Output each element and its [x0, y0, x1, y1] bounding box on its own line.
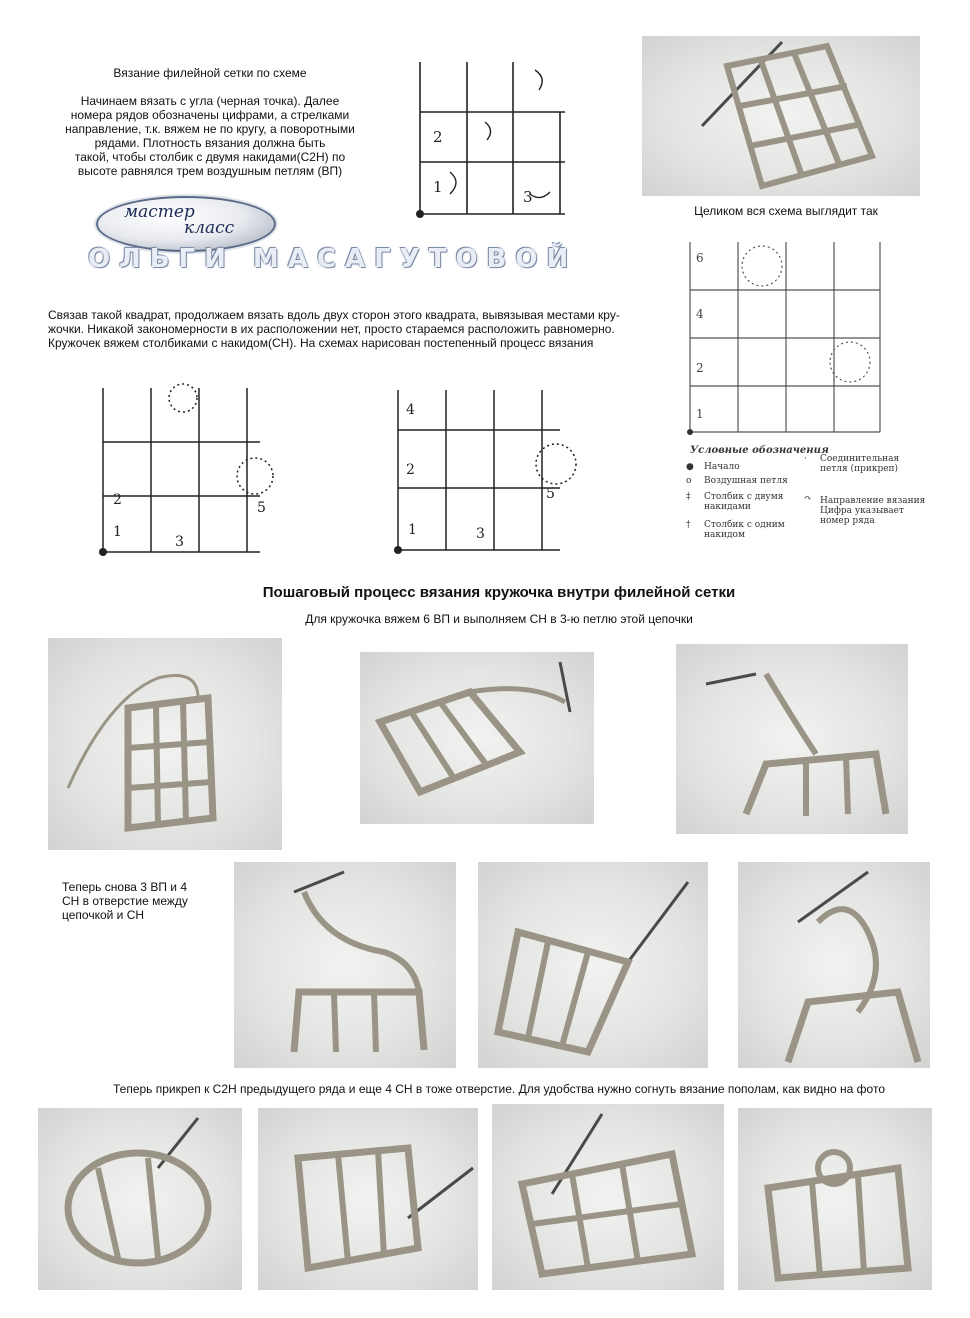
paragraph-line: Связав такой квадрат, продолжаем вязать вдоль двух сторон этого квадрата, вывязывая местами кру- [48, 308, 620, 322]
scheme-diagram-full [680, 232, 890, 442]
row-number-1: 1 [433, 178, 443, 196]
whole-scheme-caption: Целиком вся схема выглядит так [694, 204, 878, 218]
legend-dc1-a: Столбик с одним [704, 520, 785, 530]
step2-caption-line: цепочкой и СН [62, 908, 145, 922]
step-a-row-5: 5 [257, 500, 266, 516]
photo-step-4 [234, 862, 456, 1068]
legend-dir-a: Направление вязания [820, 496, 926, 506]
legend-start: Начало [704, 462, 740, 472]
scheme-diagram-step-b [390, 378, 580, 558]
step-a-row-1: 1 [113, 524, 122, 540]
photo-step-7 [38, 1108, 242, 1290]
legend-slip-icon: · [804, 454, 807, 464]
intro-line: номера рядов обозначены цифрами, а стрелками [70, 108, 350, 122]
legend-slip-a: Соединительная [820, 454, 900, 464]
step1-caption: Для кружочка вяжем 6 ВП и выполняем СН в 3-ю петлю этой цепочки [305, 612, 693, 626]
badge-klass-text: класс [184, 218, 235, 238]
photo-step-5 [478, 862, 708, 1068]
intro-line: рядами. Плотность вязания должна быть [94, 136, 326, 150]
legend [684, 444, 934, 544]
photo-step-8 [258, 1108, 478, 1290]
intro-title: Вязание филейной сетки по схеме [113, 66, 307, 80]
intro-paragraph [40, 94, 380, 178]
photo-filet-start [642, 36, 920, 196]
step3-caption: Теперь прикреп к С2Н предыдущего ряда и еще 4 СН в тоже отверстие. Для удобства нужно согнуть вязание пополам, как видно на фото [113, 1082, 885, 1096]
step2-caption-line: СН в отверстие между [62, 894, 188, 908]
step-a-row-2: 2 [113, 492, 122, 508]
row-number-2: 2 [433, 128, 443, 146]
step-b-row-4: 4 [406, 402, 415, 418]
step2-caption [62, 880, 232, 922]
step2-caption-line: Теперь снова 3 ВП и 4 [62, 880, 187, 894]
legend-title: Условные обозначения [690, 445, 829, 456]
scheme-diagram-basic-svg [405, 52, 575, 224]
paragraph-line: жочки. Никакой закономерности в их расположении нет, просто стараемся расположить равномерно. [48, 322, 615, 336]
scheme-diagram-step-b-svg [390, 378, 580, 558]
photo-step-10 [738, 1108, 932, 1290]
scheme-diagram-full-svg [680, 232, 890, 442]
legend-dir-b: Цифра указывает [820, 506, 904, 516]
photo-step-1 [48, 638, 282, 850]
paragraph-line: Кружочек вяжем столбиками с накидом(СН). На схемах нарисован постепенный процесс вязания [48, 336, 594, 350]
full-row-number-4: 4 [696, 307, 704, 321]
legend-dc2-b: накидами [704, 502, 751, 512]
step-b-row-1: 1 [408, 522, 417, 538]
legend-chain: Воздушная петля [704, 476, 788, 486]
intro-line: высоте равнялся трем воздушным петлям (ВП) [77, 164, 343, 178]
legend-start-icon: ● [686, 462, 694, 472]
section-title: Пошаговый процесс вязания кружочка внутри филейной сетки [262, 584, 736, 601]
legend-direction-icon: ↷ [804, 494, 812, 504]
intro-line: такой, чтобы столбик с двумя накидами(С2Н) по [74, 150, 346, 164]
paragraph-continue [48, 308, 648, 350]
legend-slip-b: петля (прикреп) [820, 464, 899, 474]
scheme-diagram-step-a-svg [95, 376, 275, 558]
legend-dc1-b: накидом [704, 530, 745, 540]
photo-step-6 [738, 862, 930, 1068]
photo-step-9 [492, 1104, 724, 1290]
legend-chain-icon: o [686, 476, 692, 486]
legend-dc1-icon: † [686, 520, 691, 530]
photo-step-2 [360, 652, 594, 824]
legend-dc2-icon: ‡ [686, 492, 691, 502]
author-name-banner: ОЛЬГИ МАСАГУТОВОЙ [88, 244, 578, 274]
step-b-row-2: 2 [406, 462, 415, 478]
step-b-row-3: 3 [476, 526, 485, 542]
intro-line: направление, т.к. вяжем не по кругу, а поворотными [65, 122, 355, 136]
photo-step-3 [676, 644, 908, 834]
scheme-diagram-basic [405, 52, 575, 224]
legend-dir-c: номер ряда [820, 516, 875, 526]
full-row-number-2: 2 [696, 361, 704, 375]
step-a-row-3: 3 [175, 534, 184, 550]
full-row-number-1: 1 [696, 407, 704, 421]
intro-line: Начинаем вязать с угла (черная точка). Далее [80, 94, 340, 108]
badge-master-text: мастер [124, 202, 195, 222]
step-b-row-5: 5 [546, 486, 555, 502]
legend-dc2-a: Столбик с двумя [704, 492, 784, 502]
scheme-diagram-step-a [95, 376, 275, 558]
row-number-3: 3 [523, 188, 533, 206]
full-row-number-6: 6 [696, 251, 704, 265]
